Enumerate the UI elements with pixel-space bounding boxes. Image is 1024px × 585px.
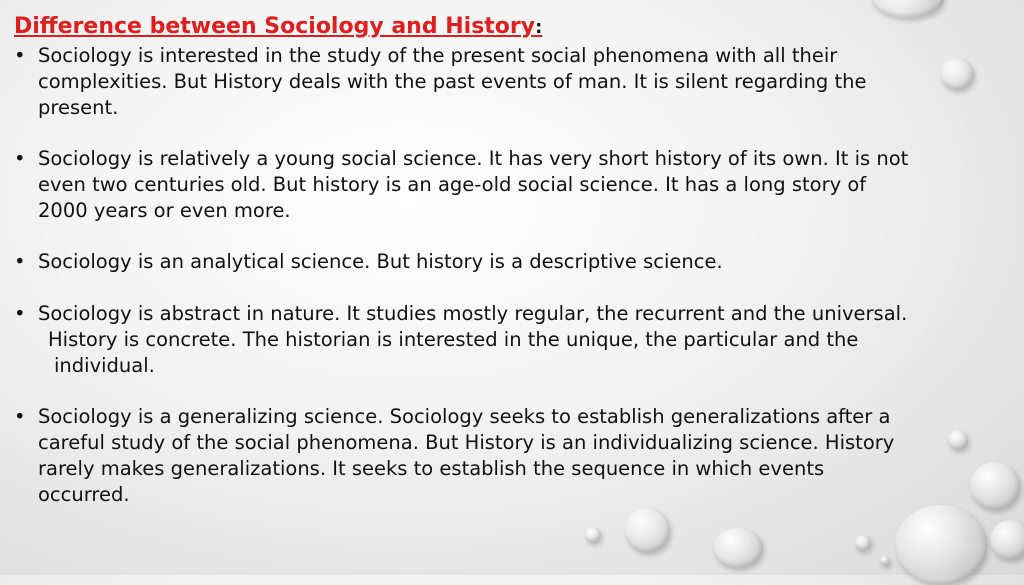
list-item [14,301,914,378]
bullet-text: Sociology is relatively a young social science. It has very short history of its own. It is not even two centuries old. But history is an age-old social science. It has a long story of 2000 years or even more. [38,147,909,222]
list-item [14,43,914,120]
bullet-text: Sociology is a generalizing science. Sociology seeks to establish generalizations after a careful study of the social phenomena. But History is an individualizing science. History rarely makes generalizations. It seeks to establish the sequence in which events occurred. [38,405,895,506]
bullet-dot: • [14,405,26,429]
water-drop-decoration [713,528,763,568]
list-item [14,249,914,275]
water-drop-decoration [855,535,871,551]
bullet-dot: • [14,301,26,325]
bullet-continuation: History is concrete. The historian is interested in the unique, the particular and the [48,327,859,351]
water-drop-decoration [948,430,968,450]
water-drop-decoration [940,58,974,90]
bullet-text: Sociology is interested in the study of the present social phenomena with all their complexities. But History deals with the past events of man. It is silent regarding the present. [38,44,867,119]
bullet-continuation: individual. [54,353,155,377]
water-drop-decoration [880,556,890,566]
bullet-dot: • [14,147,26,171]
bullet-text: Sociology is abstract in nature. It studies mostly regular, the recurrent and the universal. [38,301,908,325]
slide-content [14,12,914,533]
list-item [14,146,914,223]
water-drop-decoration [990,520,1024,560]
bullet-dot: • [14,250,26,274]
bullet-dot: • [14,44,26,67]
bullet-text: Sociology is an analytical science. But history is a descriptive science. [38,250,723,274]
slide-title-text: Difference between Sociology and History [14,14,536,39]
bullet-list [14,43,914,507]
list-item [14,404,914,507]
slide-title [14,12,914,43]
title-colon: : [535,17,543,38]
water-drop-decoration [970,462,1020,510]
